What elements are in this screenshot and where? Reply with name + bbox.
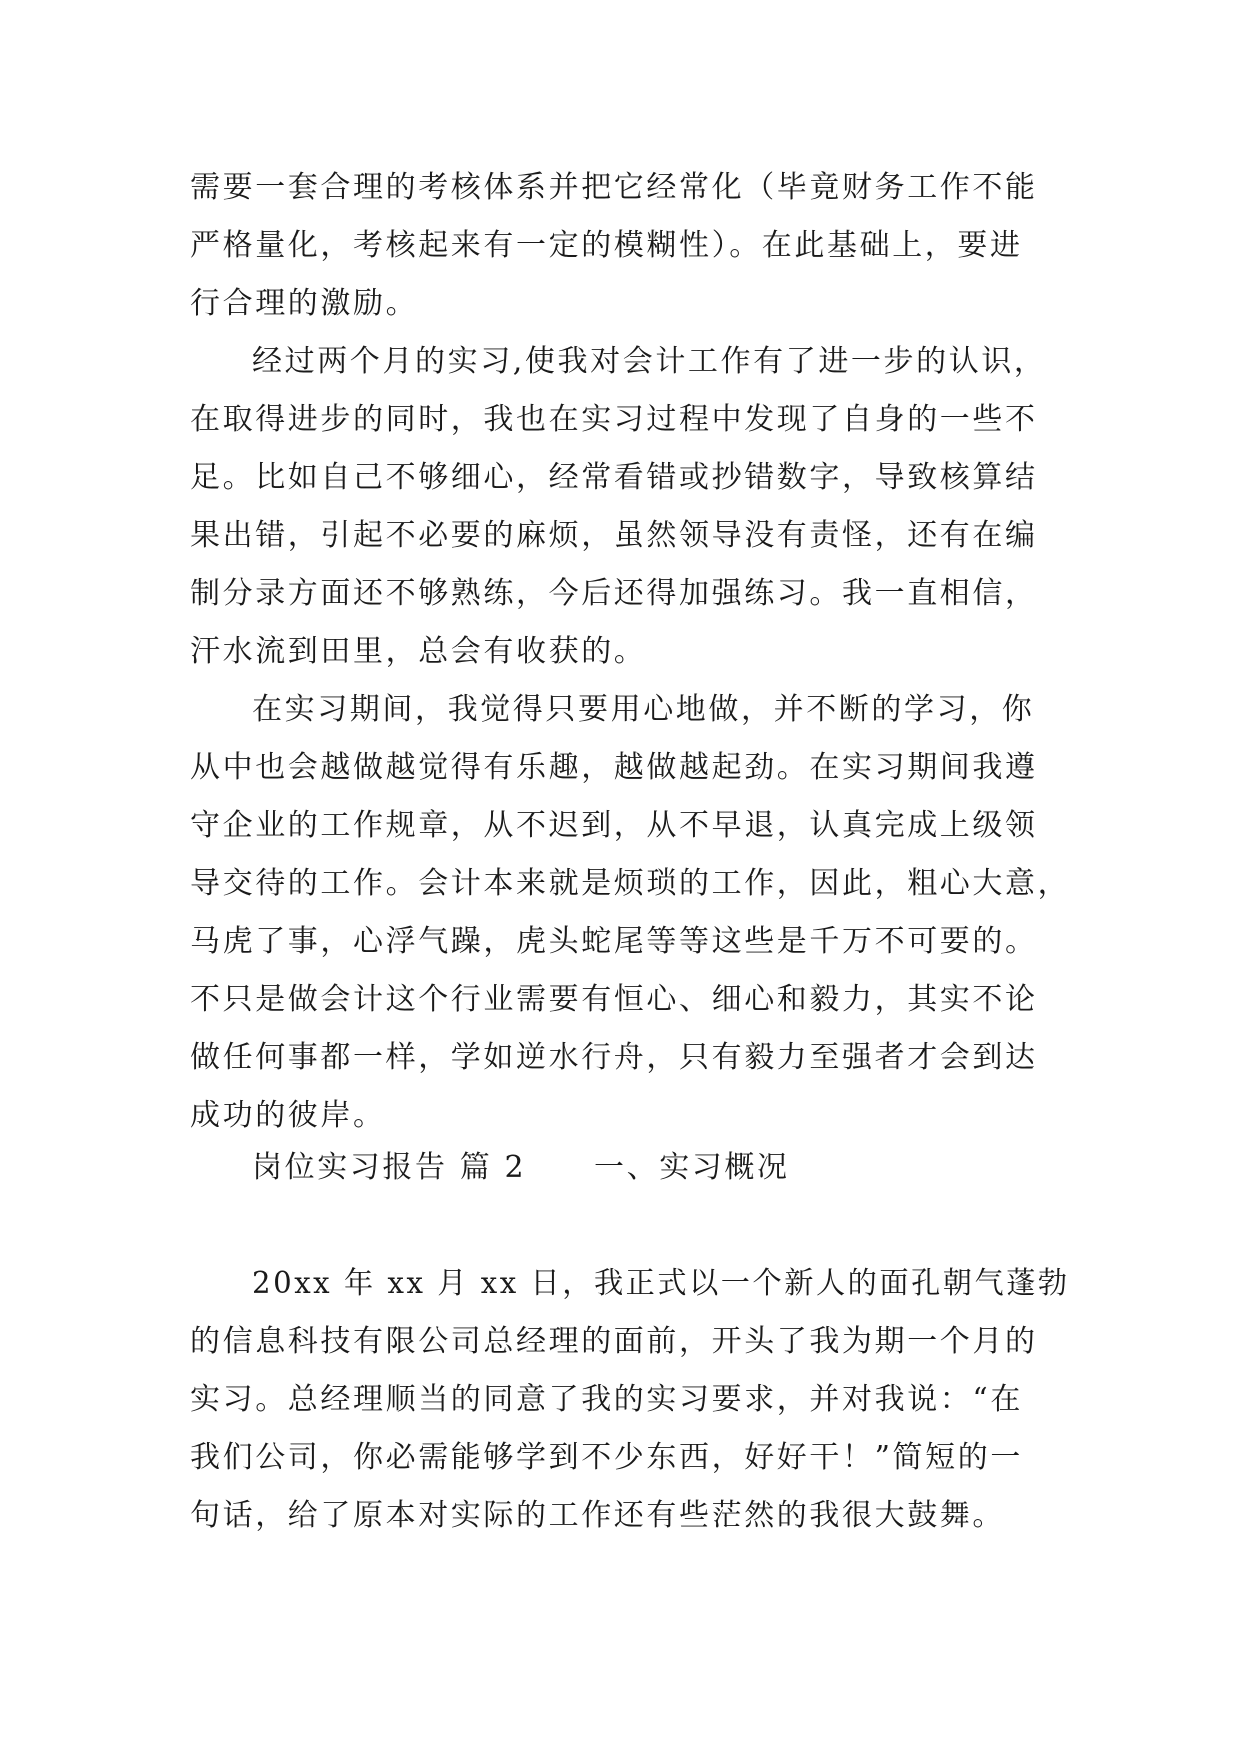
paragraph-line: 需要一套合理的考核体系并把它经常化（毕竟财务工作不能 — [190, 170, 1038, 205]
paragraph-line: 行合理的激励。 — [190, 286, 419, 321]
paragraph-line: 马虎了事，心浮气躁，虎头蛇尾等等这些是千万不可要的。 — [190, 924, 1038, 959]
paragraph-line: 严格量化，考核起来有一定的模糊性）。在此基础上，要进 — [190, 228, 1023, 263]
section-heading — [252, 1148, 790, 1188]
paragraph-line: 从中也会越做越觉得有乐趣，越做越起劲。在实习期间我遵 — [190, 750, 1038, 785]
paragraph-line: 句话，给了原本对实际的工作还有些茫然的我很大鼓舞。 — [190, 1498, 1005, 1533]
paragraph-line: 守企业的工作规章，从不迟到，从不早退，认真完成上级领 — [190, 808, 1038, 843]
paragraph-line: 不只是做会计这个行业需要有恒心、细心和毅力，其实不论 — [190, 982, 1038, 1017]
section-title: 一、实习概况 — [594, 1150, 790, 1185]
paragraph-line: 实习。总经理顺当的同意了我的实习要求，并对我说：“在 — [190, 1382, 1023, 1417]
paragraph-line: 的信息科技有限公司总经理的面前，开头了我为期一个月的 — [190, 1324, 1038, 1359]
report-title: 岗位实习报告 篇 2 — [252, 1150, 527, 1185]
paragraph-line: 做任何事都一样，学如逆水行舟，只有毅力至强者才会到达 — [190, 1040, 1038, 1075]
paragraph-line: 果出错，引起不必要的麻烦，虽然领导没有责怪，还有在编 — [190, 518, 1038, 553]
paragraph-line: 在实习期间，我觉得只要用心地做，并不断的学习，你 — [252, 692, 1035, 727]
paragraph-line: 我们公司，你必需能够学到不少东西，好好干！”简短的一 — [190, 1440, 1023, 1475]
paragraph-line: 经过两个月的实习,使我对会计工作有了进一步的认识， — [252, 344, 1047, 379]
paragraph-line: 足。比如自己不够细心，经常看错或抄错数字，导致核算结 — [190, 460, 1038, 495]
paragraph-line: 在取得进步的同时，我也在实习过程中发现了自身的一些不 — [190, 402, 1038, 437]
paragraph-line: 成功的彼岸。 — [190, 1098, 386, 1133]
paragraph-line: 制分录方面还不够熟练，今后还得加强练习。我一直相信， — [190, 576, 1038, 611]
paragraph-line: 导交待的工作。会计本来就是烦琐的工作，因此，粗心大意， — [190, 866, 1071, 901]
paragraph-line: 汗水流到田里，总会有收获的。 — [190, 634, 647, 669]
paragraph-line: 20xx 年 xx 月 xx 日，我正式以一个新人的面孔朝气蓬勃 — [252, 1266, 1070, 1301]
